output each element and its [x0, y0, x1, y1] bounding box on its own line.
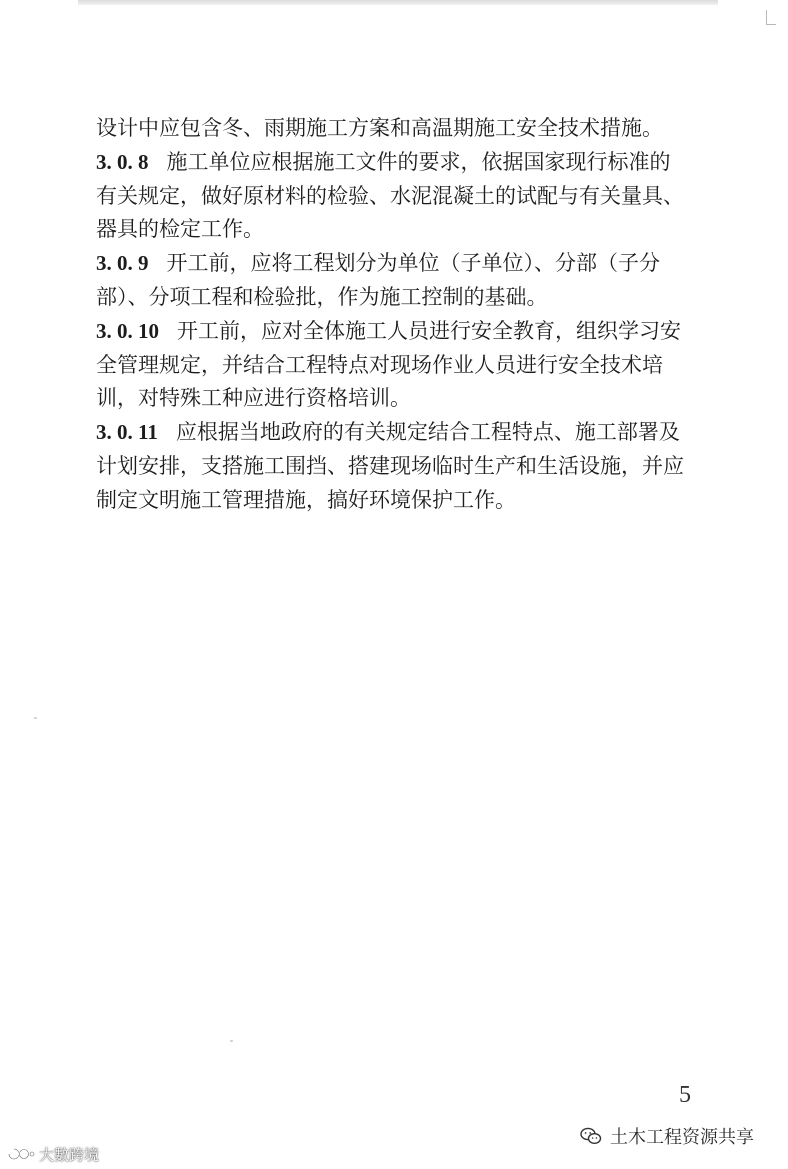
paragraph-line: 训，对特殊工种应进行资格培训。: [96, 386, 411, 411]
paragraph-line: 设计中应包含冬、雨期施工方案和高温期施工安全技术措施。: [96, 116, 663, 140]
paragraph-line: [96, 416, 726, 450]
scan-speck: [34, 717, 37, 719]
source-watermark: [580, 1124, 754, 1148]
wechat-icon: [580, 1127, 602, 1145]
clause-number: 3. 0. 9: [96, 251, 149, 276]
paragraph-line: 器具的检定工作。: [96, 217, 264, 242]
clause-number: 3. 0. 10: [96, 318, 159, 343]
document-body: [96, 112, 726, 518]
clause-text: 施工单位应根据施工文件的要求，依据国家现行标准的: [166, 149, 671, 174]
corner-mark: [766, 10, 776, 25]
clause-text: 开工前，应将工程划分为单位（子单位）、分部（子分: [166, 251, 660, 276]
clause-text: 应根据当地政府的有关规定结合工程特点、施工部署及: [175, 420, 680, 445]
paragraph-line: [96, 315, 726, 349]
paragraph-continuation: [96, 112, 726, 146]
paragraph-line: 全管理规定，并结合工程特点对现场作业人员进行安全技术培: [96, 352, 663, 377]
watermark-text: 土木工程资源共享: [610, 1127, 754, 1148]
scan-speck: [230, 1040, 233, 1042]
logo-icon: [6, 1146, 36, 1162]
clause-3-0-8: [96, 146, 726, 247]
paragraph-line: 有关规定，做好原材料的检验、水泥混凝土的试配与有关量具、: [96, 183, 684, 208]
paragraph-line: 部）、分项工程和检验批，作为施工控制的基础。: [96, 284, 548, 309]
paragraph-line: [96, 146, 726, 180]
brand-watermark: [6, 1144, 99, 1164]
paragraph-line: 计划安排，支搭施工围挡、搭建现场临时生产和生活设施，并应: [96, 453, 684, 478]
clause-text: 开工前，应对全体施工人员进行安全教育，组织学习安: [177, 318, 681, 343]
paragraph-line: [96, 247, 726, 281]
top-rule: [78, 0, 718, 5]
page-number: 5: [679, 1082, 691, 1108]
clause-number: 3. 0. 11: [96, 420, 158, 445]
clause-number: 3. 0. 8: [96, 149, 149, 174]
watermark-text: 大數跨境: [39, 1145, 100, 1164]
paragraph-line: 制定文明施工管理措施，搞好环境保护工作。: [96, 487, 516, 512]
clause-3-0-10: [96, 315, 726, 416]
clause-3-0-11: [96, 416, 726, 517]
clause-3-0-9: [96, 247, 726, 315]
